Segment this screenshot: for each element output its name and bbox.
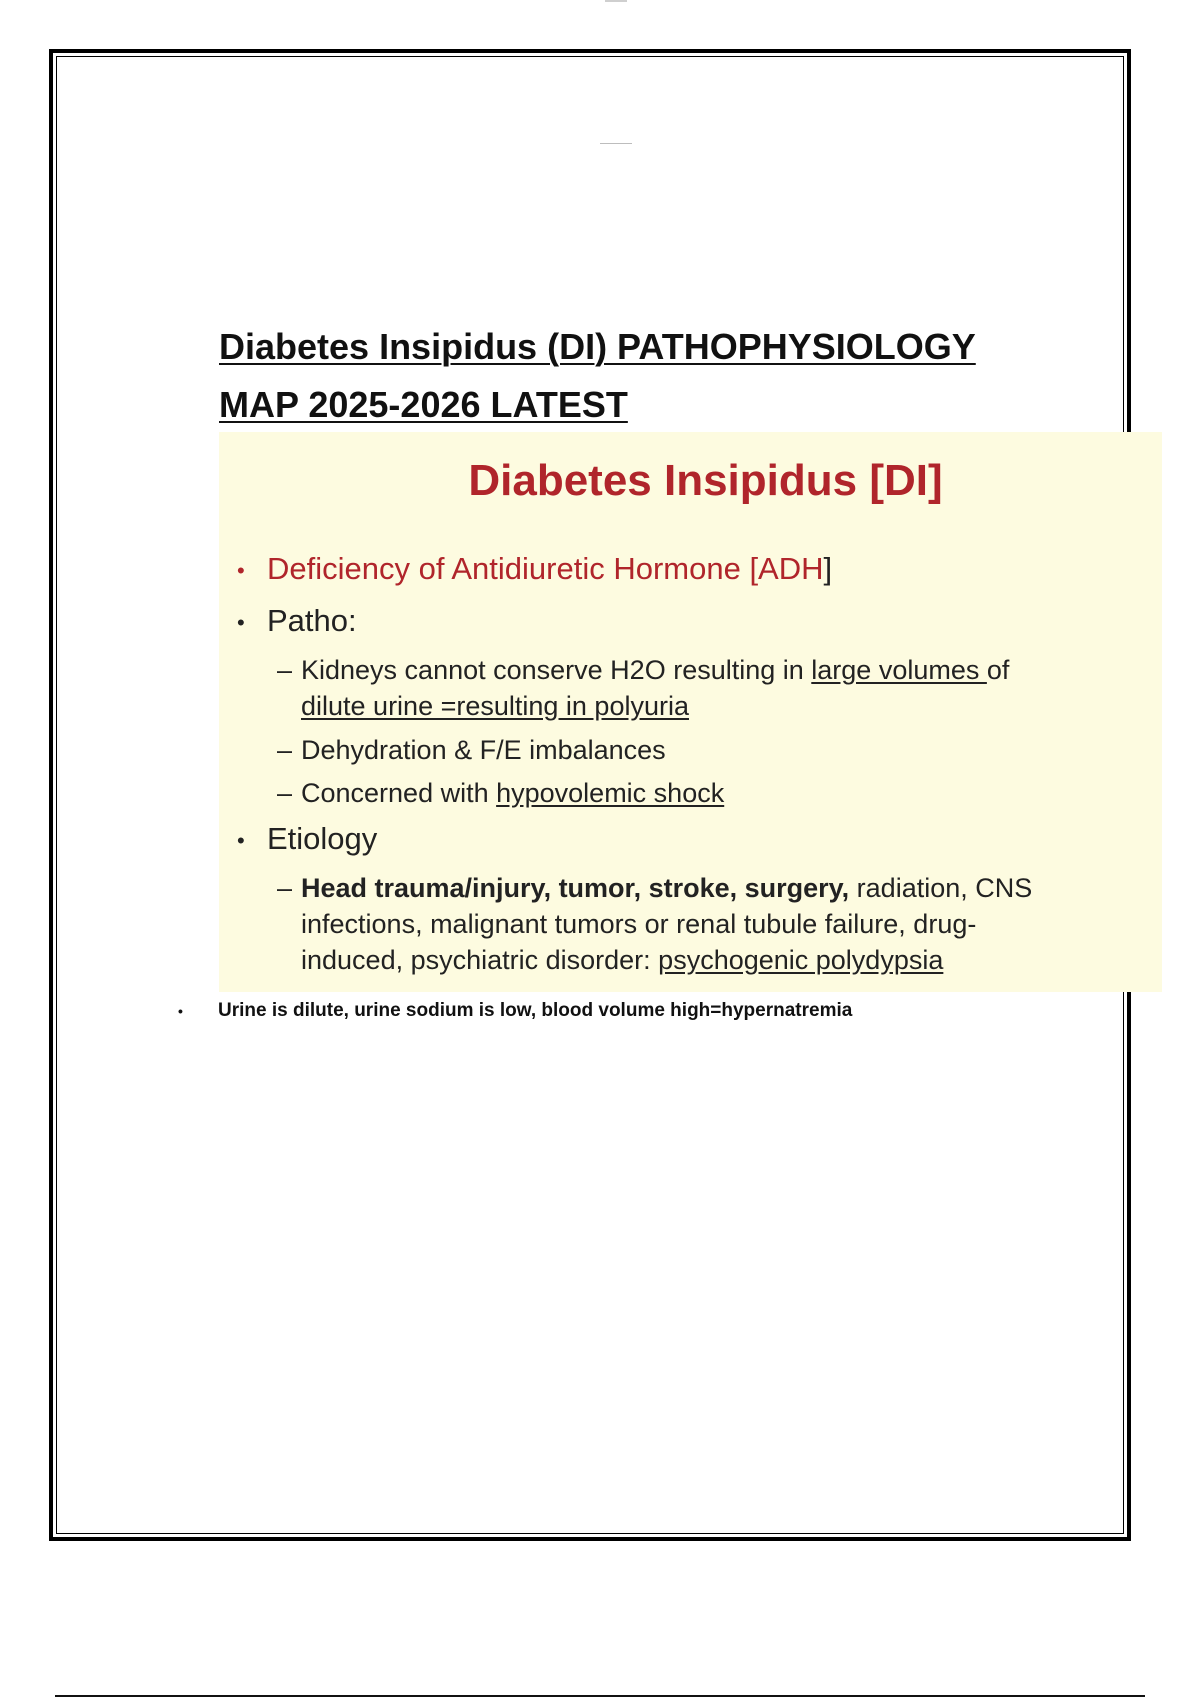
footnote-bullet — [178, 1000, 852, 1022]
bullet-dot-icon: • — [237, 557, 245, 583]
dash-icon: – — [277, 735, 293, 765]
dash-icon: – — [277, 873, 293, 903]
dash-icon: – — [277, 655, 293, 685]
slide-panel — [219, 432, 1162, 992]
patho-item-kidneys-text: Kidneys cannot conserve H2O resulting in — [301, 655, 812, 685]
bullet-adh-deficiency — [237, 550, 832, 590]
patho-item-kidneys-underlined: large volumes — [811, 655, 987, 685]
document-title — [219, 318, 1119, 434]
etiology-line-2: infections, malignant tumors or renal tubule failure, drug- — [301, 909, 977, 939]
bullet-etiology-label: Etiology — [267, 821, 378, 856]
slide-title: Diabetes Insipidus [DI] — [468, 456, 943, 505]
document-title-line-1: Diabetes Insipidus (DI) PATHOPHYSIOLOGY — [219, 326, 976, 367]
patho-item-shock — [277, 775, 724, 811]
etiology-bold-text: Head trauma/injury, tumor, stroke, surgery, — [301, 873, 850, 903]
bullet-patho-label: Patho: — [267, 603, 357, 638]
patho-item-kidneys-after: of — [986, 655, 1010, 685]
etiology-plain-text: radiation, CNS — [849, 873, 1033, 903]
bullet-etiology — [237, 820, 377, 860]
etiology-line-3-text: induced, psychiatric disorder: — [301, 945, 659, 975]
top-dash-mark — [605, 0, 627, 2]
patho-item-dehydration — [277, 732, 666, 768]
bottom-rule — [55, 1695, 1145, 1697]
patho-item-dehydration-text: Dehydration & F/E imbalances — [301, 735, 666, 765]
bullet-dot-icon: • — [237, 827, 245, 853]
etiology-line-3-underlined: psychogenic polydypsia — [658, 945, 944, 975]
footnote-text: Urine is dilute, urine sodium is low, blood volume high=hypernatremia — [218, 1000, 853, 1021]
patho-item-shock-text: Concerned with — [301, 778, 497, 808]
patho-item-shock-underlined: hypovolemic shock — [496, 778, 725, 808]
bullet-dot-icon: • — [178, 1002, 183, 1019]
patho-item-kidneys-line-2: dilute urine =resulting in polyuria — [301, 691, 689, 721]
bullet-adh-close-bracket: ] — [823, 551, 833, 586]
document-title-line-2: MAP 2025-2026 LATEST — [219, 384, 628, 425]
bullet-adh-text: Deficiency of Antidiuretic Hormone [ADH — [267, 551, 824, 586]
patho-item-kidneys — [277, 652, 1009, 724]
header-dash-mark — [600, 143, 632, 144]
bullet-patho — [237, 602, 357, 642]
dash-icon: – — [277, 778, 293, 808]
bullet-dot-icon: • — [237, 609, 245, 635]
etiology-item — [277, 870, 1032, 978]
